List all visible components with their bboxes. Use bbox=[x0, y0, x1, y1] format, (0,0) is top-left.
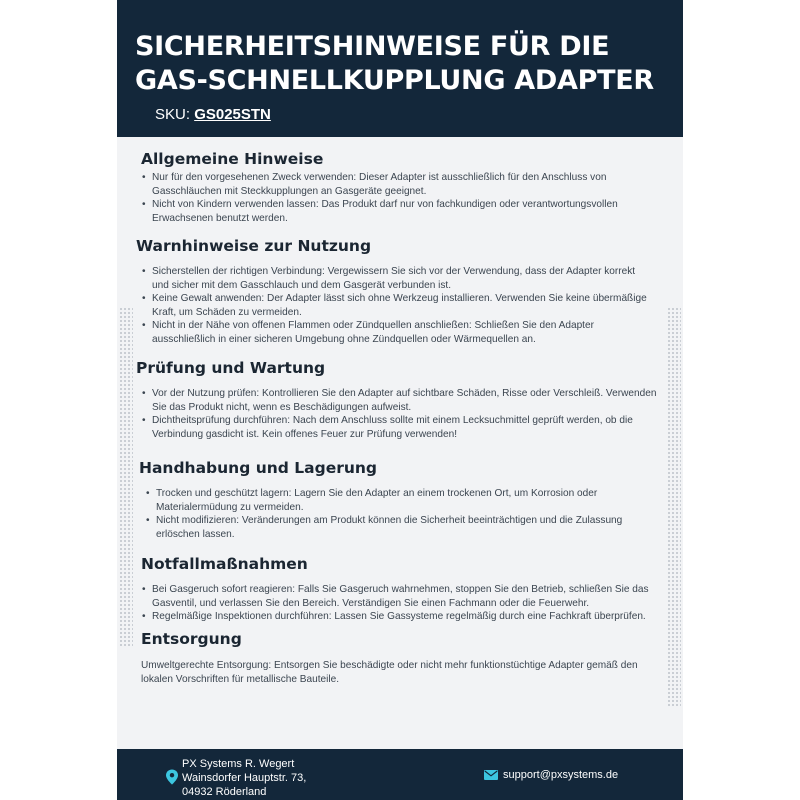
support-email[interactable]: support@pxsystems.de bbox=[503, 769, 619, 781]
sku-value: GS025STN bbox=[194, 106, 271, 123]
section-heading: Prüfung und Wartung bbox=[136, 359, 326, 377]
dot-pattern-right bbox=[667, 307, 681, 707]
sku-label: SKU: bbox=[155, 106, 191, 123]
list-item: • Regelmäßige Inspektionen durchführen: Lassen Sie Gassysteme regelmäßig durch eine Fachkraft überprüfen. bbox=[140, 610, 668, 624]
document-body bbox=[117, 137, 683, 749]
bullet-list bbox=[140, 387, 660, 441]
section-heading: Entsorgung bbox=[141, 630, 242, 648]
list-item: • Nicht in der Nähe von offenen Flammen oder Zündquellen anschließen: Schließen Sie den Adapter ausschließlich in einer sicheren Umgebung ohne Zündquellen oder Wärmequellen an. bbox=[140, 319, 652, 346]
footer-bar bbox=[117, 749, 683, 800]
section-heading: Notfallmaßnahmen bbox=[141, 555, 308, 573]
section-heading: Handhabung und Lagerung bbox=[139, 459, 378, 477]
list-item: • Nicht von Kindern verwenden lassen: Das Produkt darf nur von fachkundigen oder verantwortungsvollen Erwachsenen benutzt werden. bbox=[140, 198, 660, 225]
section-heading: Allgemeine Hinweise bbox=[141, 150, 324, 168]
sku-line bbox=[155, 106, 271, 123]
entsorgung-paragraph: Umweltgerechte Entsorgung: Entsorgen Sie beschädigte oder nicht mehr funktionstüchtige Adapter gemäß den lokalen Vorschriften für metallische Bauteile. bbox=[141, 660, 638, 685]
header-banner bbox=[117, 0, 683, 137]
document-sheet bbox=[117, 0, 683, 800]
list-item: • Trocken und geschützt lagern: Lagern Sie den Adapter an einem trockenen Ort, um Korrosion oder Materialermüdung zu vermeiden. bbox=[144, 487, 649, 514]
bullet-list bbox=[144, 487, 649, 541]
bullet-list bbox=[140, 265, 652, 346]
list-item: • Vor der Nutzung prüfen: Kontrollieren Sie den Adapter auf sichtbare Schäden, Risse oder Verschleiß. Verwenden Sie das Produkt nicht, wenn es Beschädigungen aufweist. bbox=[140, 387, 660, 414]
document-title bbox=[135, 30, 675, 98]
list-item: • Nicht modifizieren: Veränderungen am Produkt können die Sicherheit beeinträchtigen und die Zulassung erlöschen lassen. bbox=[144, 514, 649, 541]
address-city: 04932 Röderland bbox=[182, 786, 267, 798]
company-name: PX Systems R. Wegert bbox=[182, 758, 295, 770]
list-item: • Dichtheitsprüfung durchführen: Nach dem Anschluss sollte mit einem Lecksuchmittel geprüft werden, ob die Verbindung gasdicht ist. Kein offenes Feuer zur Prüfung verwenden! bbox=[140, 414, 660, 441]
location-pin-icon bbox=[165, 769, 179, 785]
mail-icon bbox=[484, 770, 498, 780]
title-line-2: GAS-SCHNELLKUPPLUNG ADAPTER bbox=[135, 65, 654, 96]
company-address bbox=[182, 757, 306, 799]
list-item: • Nur für den vorgesehenen Zweck verwenden: Dieser Adapter ist ausschließlich für den Anschluss von Gasschläuchen mit Steckkupplungen an Gasgeräte geeignet. bbox=[140, 171, 660, 198]
list-item: • Bei Gasgeruch sofort reagieren: Falls Sie Gasgeruch wahrnehmen, stoppen Sie den Betrieb, schließen Sie das Gasventil, und verlassen Sie den Bereich. Verständigen Sie einen Fachmann oder die Feuerwehr. bbox=[140, 583, 668, 610]
address-street: Wainsdorfer Hauptstr. 73, bbox=[182, 772, 307, 784]
title-line-1: SICHERHEITSHINWEISE FÜR DIE bbox=[135, 31, 610, 62]
list-item: • Sicherstellen der richtigen Verbindung: Vergewissern Sie sich vor der Verwendung, dass der Adapter korrekt und sicher mit dem Gasschlauch und dem Gasgerät verbunden ist. bbox=[140, 265, 652, 292]
list-item: • Keine Gewalt anwenden: Der Adapter lässt sich ohne Werkzeug installieren. Verwenden Sie keine übermäßige Kraft, um Schäden zu vermeiden. bbox=[140, 292, 652, 319]
section-heading: Warnhinweise zur Nutzung bbox=[136, 237, 372, 255]
bullet-list bbox=[140, 171, 660, 225]
dot-pattern-left bbox=[119, 307, 133, 647]
bullet-list bbox=[140, 583, 668, 624]
